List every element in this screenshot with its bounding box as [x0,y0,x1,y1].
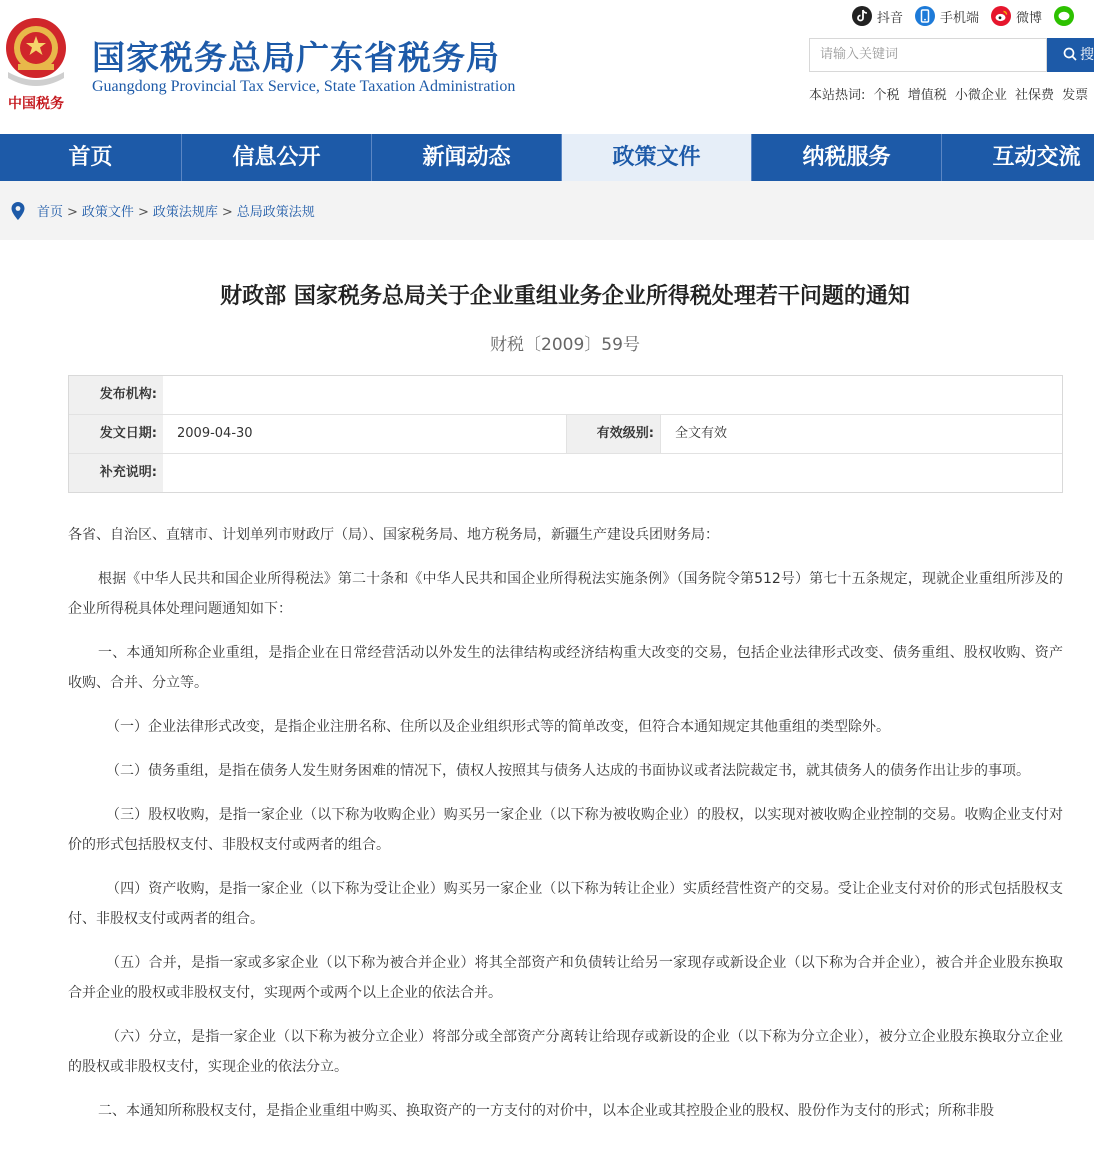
hot-word[interactable]: 小微企业 [954,88,1007,103]
main-nav [0,134,1094,181]
body-paragraph: 各省、自治区、直辖市、计划单列市财政厅（局）、国家税务局、地方税务局，新疆生产建设兵团财务局： [68,527,719,543]
nav-item-info-disclosure[interactable]: 信息公开 [182,134,372,181]
social-mobile[interactable] [915,6,979,26]
breadcrumb-separator: > [137,205,149,220]
social-douyin[interactable] [852,6,903,26]
document-body [68,520,1063,1140]
meta-publisher-label: 发布机构: [69,376,163,414]
nav-item-tax-service[interactable]: 纳税服务 [752,134,942,181]
social-mobile-label: 手机端 [940,10,980,26]
breadcrumb-separator: > [67,205,78,220]
meta-row-note [69,454,1062,492]
document-number: 财税〔2009〕59号 [490,335,640,355]
site-header [0,0,1094,134]
body-paragraph: 根据《中华人民共和国企业所得税法》第二十条和《中华人民共和国企业所得税法实施条例》（国务院令第512号）第七十五条规定，现就企业重组所涉及的企业所得税具体处理问题通知如下： [68,571,1063,617]
meta-date-label: 发文日期: [69,415,163,453]
meta-validity-label: 有效级别: [567,415,661,453]
hot-word[interactable]: 发票 [1062,88,1089,103]
breadcrumb-policy-library[interactable]: 政策法规库 [152,205,218,220]
social-douyin-label: 抖音 [877,10,904,26]
meta-publisher-value [163,376,1062,414]
search-button[interactable] [1047,38,1094,72]
location-pin-icon [11,202,25,220]
douyin-icon [852,6,872,26]
breadcrumb-policy[interactable]: 政策文件 [81,205,134,220]
body-paragraph: 二、本通知所称股权支付，是指企业重组中购买、换取资产的一方支付的对价中，以本企业或其控股企业的股权、股份作为支付的形式；所称非股 [98,1103,994,1119]
meta-row-publisher [69,376,1062,415]
breadcrumb-separator: > [221,205,233,220]
breadcrumb-home[interactable]: 首页 [37,205,64,220]
hot-words [809,84,1092,103]
hot-word[interactable]: 个税 [873,88,900,103]
body-paragraph: （三）股权收购，是指一家企业（以下称为收购企业）购买另一家企业（以下称为被收购企业）的股权，以实现对被收购企业控制的交易。收购企业支付对价的形式包括股权支付、非股权支付或两者的组合。 [68,807,1063,853]
body-paragraph: （五）合并，是指一家或多家企业（以下称为被合并企业）将其全部资产和负债转让给另一家现存或新设企业（以下称为合并企业），被合并企业股东换取合并企业的股权或非股权支付，实现两个或两个以上企业的依法合并。 [68,955,1063,1001]
meta-validity-value: 全文有效 [675,426,728,441]
mobile-icon [915,6,935,26]
search-button-label: 搜 [1080,47,1094,63]
national-emblem-logo[interactable] [2,8,70,112]
social-wechat[interactable] [1054,6,1079,26]
nav-item-policy[interactable]: 政策文件 [562,134,752,181]
body-paragraph: （一）企业法律形式改变，是指企业注册名称、住所以及企业组织形式等的简单改变，但符合本通知规定其他重组的类型除外。 [106,719,890,735]
body-paragraph: （二）债务重组，是指在债务人发生财务困难的情况下，债权人按照其与债务人达成的书面协议或者法院裁定书，就其债务人的债务作出让步的事项。 [106,763,1030,779]
body-paragraph: 一、本通知所称企业重组，是指企业在日常经营活动以外发生的法律结构或经济结构重大改变的交易，包括企业法律形式改变、债务重组、股权收购、资产收购、合并、分立等。 [68,645,1063,691]
meta-note-label: 补充说明: [69,454,163,492]
social-weibo-label: 微博 [1016,10,1043,26]
logo-text: 中国税务 [8,96,64,112]
breadcrumb-sta-policy[interactable]: 总局政策法规 [236,205,315,220]
social-weibo[interactable] [991,6,1042,26]
search-input[interactable]: 请输入关键词 [809,38,1047,72]
nav-item-home[interactable]: 首页 [0,134,182,181]
nav-item-news[interactable]: 新闻动态 [372,134,562,181]
body-paragraph: （六）分立，是指一家企业（以下称为被分立企业）将部分或全部资产分离转让给现存或新设的企业（以下称为分立企业），被分立企业股东换取分立企业的股权或非股权支付，实现企业的依法分立。 [68,1029,1063,1075]
site-subtitle: Guangdong Provincial Tax Service, State Taxation Administration [92,78,516,95]
wechat-icon [1054,6,1074,26]
meta-row-date [69,415,1062,454]
hot-words-label: 本站热词: [809,88,866,103]
hot-word[interactable]: 社保费 [1015,88,1055,103]
body-paragraph: （四）资产收购，是指一家企业（以下称为受让企业）购买另一家企业（以下称为转让企业）实质经营性资产的交易。受让企业支付对价的形式包括股权支付、非股权支付或两者的组合。 [68,881,1063,927]
search-icon [1063,47,1077,61]
document-title: 财政部 国家税务总局关于企业重组业务企业所得税处理若干问题的通知 [220,284,910,309]
site-title[interactable]: 国家税务总局广东省税务局 [92,38,500,77]
social-links [852,6,1091,26]
document-meta-table [68,375,1063,493]
meta-date-value: 2009-04-30 [163,415,567,453]
meta-note-value [163,454,1062,492]
hot-word[interactable]: 增值税 [907,88,947,103]
nav-item-interaction[interactable]: 互动交流 [942,134,1094,181]
breadcrumb [0,181,1094,240]
weibo-icon [991,6,1011,26]
